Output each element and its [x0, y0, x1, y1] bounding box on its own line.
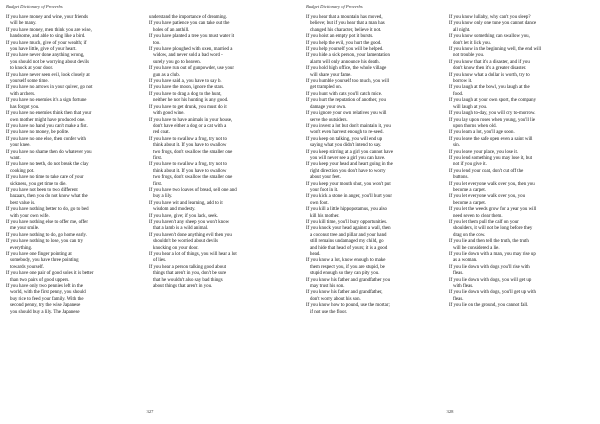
proverb-entry: If you invest a lot but don't maintain it, you won't even harvest enough to re-seed.: [306, 123, 391, 136]
proverb-entry: If you help yourself you will be helped.: [306, 47, 384, 53]
proverb-entry: If you lie down with dogs, you will get up with fleas.: [449, 277, 532, 290]
proverb-entry: If you haven't done anything evil then you shouldn't be worried about devils knocking on your door.: [149, 232, 232, 251]
proverb-entry: If you humble yourself too much, you will get trampled on.: [306, 79, 390, 91]
proverb-entry: If you know what a dollar is worth, try to borrow it.: [449, 72, 530, 85]
proverb-entry: If you have, give; if you lack, seek.: [149, 213, 218, 219]
proverb-entry: If you have nothing better to do, go to bed with your own wife.: [6, 207, 89, 219]
running-head: Budget Dictionary of Proverbs: [6, 4, 63, 9]
proverb-entry: If you keep your mouth shut, you won't put your foot in it.: [306, 181, 391, 193]
proverb-entry: If you lie and then tell the truth, the truth will be considered a lie.: [449, 239, 529, 251]
proverb-entry: If you lend your coat, don't cut off the buttons.: [449, 168, 524, 181]
proverb-entry: If you learn a lot, you'll age soon.: [449, 130, 515, 136]
proverb-entry: If you lie down with dogs, you'll get up with fleas.: [449, 290, 537, 302]
proverb-entry: If you laugh at your own sport, the company will laugh at you.: [449, 98, 537, 110]
proverb-entry: If you have no time to take care of your sickness, you get time to die.: [6, 175, 84, 187]
proverb-entry: If you hide a sick person, your lamentation alarm will only announce his death.: [306, 53, 390, 65]
proverb-entry: If you hold high office, the whole village will share your fame.: [306, 66, 387, 78]
proverb-entry: If you know in the beginning well, the end will not trouble you.: [449, 47, 542, 59]
proverb-entry: If you know how to pound, use the mortar; if not use the floor.: [306, 303, 390, 315]
proverb-entry: If you have no money, be polite.: [6, 130, 70, 136]
proverb-entry: If you have no teeth, do not break the clay cooking pot.: [6, 162, 89, 174]
proverb-entry: If you have wit and learning, add to it wisdom and modesty.: [149, 200, 223, 213]
proverb-entry: If you have to drag a dog to the hunt, neither he nor his hunting is any good.: [149, 91, 229, 104]
proverb-entry: If you leave the safe open even a saint will sin.: [449, 136, 533, 149]
proverb-entry: If you let everyone walk over you, you become a carpet.: [449, 194, 526, 206]
proverb-entry: If you have no hand you can't make a fist.: [6, 123, 88, 129]
proverb-entry: If you have money and wine, your friends will be many.: [6, 15, 89, 27]
proverb-entry: If you have no enemies think then that your own mother might have produced one.: [6, 111, 92, 123]
proverb-entry: If you hurt the reputation of another, you damage your own.: [306, 98, 386, 110]
proverb-entry: If you lie on the ground, you cannot fall.: [449, 303, 529, 309]
proverb-entry: If you know something can swallow you, don't let it lick you.: [449, 34, 530, 46]
page-number: 327: [146, 409, 154, 414]
proverb-entry: If you hear a person talking good about things that aren't in you, don't be sure that he wouldn't also say bad things about things that aren't in you.: [149, 264, 227, 290]
proverb-entry: If you have never done anything wrong, you should not be worrying about devils to knock at your door.: [6, 53, 90, 72]
proverb-entry: If you laugh to-day, you will cry to-morrow.: [449, 111, 536, 117]
proverb-entry: If you have much, give of your wealth; if you have little, give of your heart.: [6, 40, 87, 53]
text-column: [6, 15, 123, 316]
proverb-entry: If you have patience you can take out the holes of an anthill.: [149, 21, 230, 33]
proverb-entry: If you have to swallow a frog, try not to think about it. If you have to swallow two frogs, don't swallow the smaller one first.: [149, 136, 233, 161]
text-column: [149, 15, 266, 290]
proverb-entry: If you have no arrows in your quiver, go not with archers.: [6, 85, 93, 97]
proverb-entry: If you have nothing to lose, you can try everything.: [6, 239, 84, 251]
text-column: [306, 15, 423, 316]
proverb-entry: If you know only one tune you cannot dance all night.: [449, 21, 537, 33]
proverb-entry: If you have planted a tree you must water it too.: [149, 34, 235, 46]
proverb-entry: If you have two loaves of bread, sell one and buy a lily.: [149, 187, 237, 200]
proverb-entry: If you hear that a mountain has moved, believe; but if you hear that a man has changed his character, believe it not.: [306, 15, 385, 33]
proverb-entry: If you have no one else, then confer with your knee.: [6, 136, 86, 149]
proverb-entry: If you have never seen evil, look closely at yourself some time.: [6, 72, 90, 85]
proverb-entry: If you have to get drunk, you must do it with good wine.: [149, 104, 227, 117]
proverb-entry: If you let everyone walk over you, then you become a carpet.: [449, 181, 535, 193]
proverb-entry: If you have said a, you have to say b.: [149, 79, 222, 85]
proverb-entry: If you know his father and grandfather you may trust his son.: [306, 277, 391, 290]
page-number: 328: [446, 409, 454, 414]
proverb-entry: If you have the moon, ignore the stars.: [149, 85, 225, 91]
proverb-entry: If you kill a little hippopotamus, you also kill his mother.: [306, 207, 387, 219]
proverb-entry: If you keep on talking, you will end up saying what you didn't intend to say.: [306, 136, 383, 149]
proverb-entry: If you ignore your own relatives you will serve the outsiders.: [306, 111, 387, 123]
proverb-entry: If you lend something you may lose it, but not if you give it.: [449, 155, 532, 168]
proverb-entry: If you know lullaby, why can't you sleep?: [449, 15, 531, 20]
proverb-entry: If you leave your place, you lose it.: [449, 149, 519, 155]
proverb-entry: If you have not been to two different bazaars, then you do not know what the best value is.: [6, 187, 88, 206]
proverb-entry: If you have ploughed with oxen, married a widow, and never sold a bad word - surely you go to heaven.: [149, 47, 233, 65]
proverb-entry: If you have no shame then do whatever you want.: [6, 149, 92, 161]
proverb-entry: If you help the evil, you hurt the good.: [306, 40, 382, 46]
proverb-entry: If you lie down with a man, you may rise up as a woman.: [449, 252, 536, 264]
proverb-entry: If you hunt with cats you'll catch mice.: [306, 91, 383, 97]
proverb-entry: If you kick a stone in anger, you'll hurt your own foot.: [306, 194, 392, 206]
proverb-entry: If you lie down with dogs you'll rise with fleas.: [449, 264, 530, 277]
proverb-entry: If you have nothing else to offer me, offer me your smile.: [6, 220, 88, 232]
proverb-entry: If you hoist an empty pot it bursts.: [306, 34, 374, 40]
proverb-entry: If you let them pull the calf on your shoulders, it will not be long before they drag on the cow.: [449, 220, 533, 238]
proverb-entry: If you have money, men think you are wise, handsome, and able to sing like a bird.: [6, 27, 92, 40]
proverb-entry: If you have nothing to do, go home early.: [6, 232, 87, 238]
proverb-entry: If you have run out of gunpowder, use your gun as a club.: [149, 66, 234, 78]
proverb-entry: If you keep your head and heart going in the right direction you don't have to worry about your feet.: [306, 162, 393, 181]
proverb-entry: If you have one pair of good soles it is better than two pairs of good uppers.: [6, 271, 94, 283]
text-column: [449, 15, 566, 310]
proverb-entry: If you know his father and grandfather, don't worry about his son.: [306, 290, 383, 302]
proverb-entry: If you have one finger pointing at somebody, you have three pointing towards yourself.: [6, 252, 79, 270]
proverb-entry: If you let the weeds grow for a year you will need seven to clear them.: [449, 207, 537, 219]
proverb-entry: If you have no enemies it's a sign fortune has forgot you.: [6, 98, 87, 110]
running-head: Budget Dictionary of Proverbs: [306, 4, 363, 9]
proverb-entry: If you hear a lot of things, you will hear a lot of lies.: [149, 252, 237, 264]
proverb-entry: If you have only two pennies left in the world, with the first penny, you should buy rice to feed your family. With the second penny, try the wise Japanese you should buy a lily. The Japanese: [6, 284, 86, 315]
proverb-entry: If you have to have animals in your house, don't have either a dog or a cat with a red coat.: [149, 117, 233, 136]
proverb-entry: If you have to swallow a frog, try not to think about it. If you have to swallow two frogs, don't swallow the smaller one first.: [149, 162, 233, 187]
proverb-entry: If you laugh at the bowl, you laugh at the food.: [449, 85, 530, 97]
proverb-entry: If you know a lot, know enough to make them respect you, if you are stupid, be stupid enough so they can pity you.: [306, 258, 386, 277]
proverb-entry: If you kill time, you'll bury opportunities.: [306, 220, 388, 225]
page-right: [300, 0, 600, 424]
proverb-entry: understand the importance of dreaming.: [149, 15, 228, 20]
proverb-entry: If you lay upon roses when young, you'll lie upon thorns when old.: [449, 117, 536, 129]
proverb-entry: If you keep stirring at a girl you cannot have you will never see a girl you can have.: [306, 149, 394, 161]
proverb-entry: If you haven't any sheep you won't know that a lamb is a wild animal.: [149, 220, 230, 232]
proverb-entry: If you knock your head against a wall, then a coconut tree and pillar and your hand still remains undamaged my child, go and hide that head of yours; it is a good head.: [306, 226, 391, 258]
proverb-entry: If you know that it's a disaster, and if you don't know then it's a greater disaster.: [449, 59, 530, 72]
